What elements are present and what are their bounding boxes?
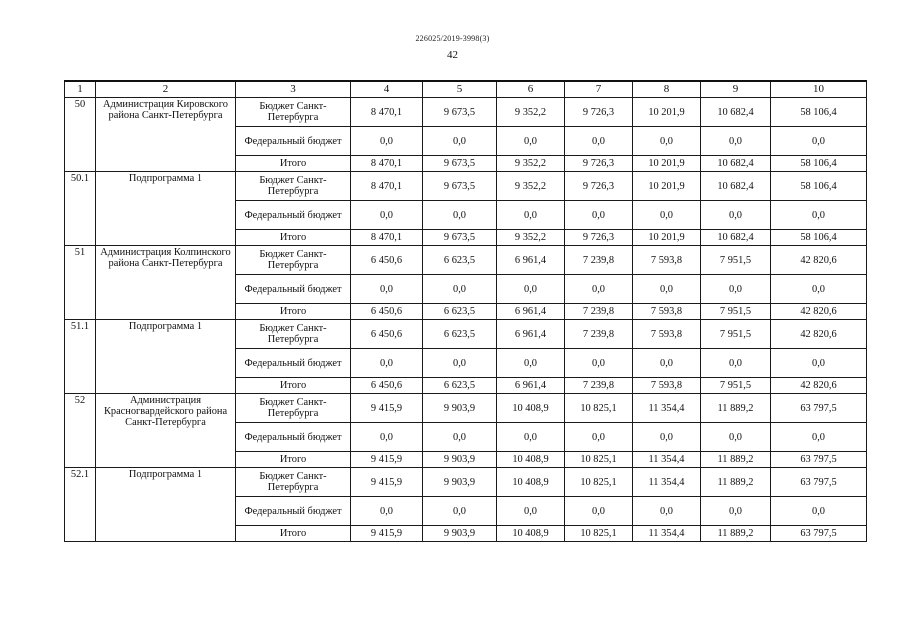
funding-source: Федеральный бюджет	[236, 497, 351, 526]
column-header-10: 10	[771, 81, 867, 98]
amount-cell: 6 450,6	[351, 378, 423, 394]
amount-cell: 7 951,5	[701, 304, 771, 320]
amount-cell: 9 415,9	[351, 526, 423, 542]
amount-cell: 9 352,2	[497, 172, 565, 201]
column-header-row	[65, 81, 867, 98]
amount-cell: 9 352,2	[497, 98, 565, 127]
amount-cell: 0,0	[701, 275, 771, 304]
amount-cell: 10 682,4	[701, 156, 771, 172]
amount-cell: 6 623,5	[423, 320, 497, 349]
funding-source: Федеральный бюджет	[236, 349, 351, 378]
amount-cell: 6 623,5	[423, 304, 497, 320]
amount-cell: 8 470,1	[351, 156, 423, 172]
table-row	[65, 246, 867, 275]
amount-cell: 63 797,5	[771, 394, 867, 423]
column-header-7: 7	[565, 81, 633, 98]
amount-cell: 0,0	[423, 423, 497, 452]
amount-cell: 10 825,1	[565, 526, 633, 542]
amount-cell: 11 354,4	[633, 468, 701, 497]
row-program-name: Администрация Красногвардейского района Санкт-Петербурга	[96, 394, 236, 468]
row-code: 51	[65, 246, 96, 320]
amount-cell: 0,0	[565, 127, 633, 156]
amount-cell: 0,0	[701, 497, 771, 526]
amount-cell: 10 682,4	[701, 172, 771, 201]
funding-source: Бюджет Санкт-Петербурга	[236, 246, 351, 275]
amount-cell: 7 239,8	[565, 378, 633, 394]
budget-table	[64, 80, 867, 542]
amount-cell: 0,0	[565, 497, 633, 526]
amount-cell: 9 673,5	[423, 230, 497, 246]
amount-cell: 0,0	[565, 349, 633, 378]
amount-cell: 6 623,5	[423, 246, 497, 275]
amount-cell: 11 354,4	[633, 394, 701, 423]
amount-cell: 11 889,2	[701, 452, 771, 468]
amount-cell: 42 820,6	[771, 246, 867, 275]
row-program-name: Администрация Кировского района Санкт-Петербурга	[96, 98, 236, 172]
amount-cell: 0,0	[423, 497, 497, 526]
amount-cell: 0,0	[497, 275, 565, 304]
column-header-5: 5	[423, 81, 497, 98]
amount-cell: 7 239,8	[565, 320, 633, 349]
amount-cell: 0,0	[565, 201, 633, 230]
amount-cell: 0,0	[351, 275, 423, 304]
table-row	[65, 172, 867, 201]
amount-cell: 6 961,4	[497, 304, 565, 320]
amount-cell: 0,0	[633, 349, 701, 378]
amount-cell: 63 797,5	[771, 526, 867, 542]
amount-cell: 9 352,2	[497, 156, 565, 172]
amount-cell: 9 415,9	[351, 394, 423, 423]
amount-cell: 0,0	[633, 497, 701, 526]
amount-cell: 42 820,6	[771, 304, 867, 320]
amount-cell: 8 470,1	[351, 230, 423, 246]
amount-cell: 58 106,4	[771, 230, 867, 246]
amount-cell: 10 408,9	[497, 394, 565, 423]
amount-cell: 6 450,6	[351, 246, 423, 275]
amount-cell: 9 673,5	[423, 98, 497, 127]
amount-cell: 0,0	[701, 349, 771, 378]
amount-cell: 11 354,4	[633, 526, 701, 542]
row-program-name: Подпрограмма 1	[96, 172, 236, 246]
amount-cell: 42 820,6	[771, 320, 867, 349]
funding-source: Итого	[236, 156, 351, 172]
amount-cell: 9 415,9	[351, 452, 423, 468]
funding-source: Бюджет Санкт-Петербурга	[236, 98, 351, 127]
row-program-name: Подпрограмма 1	[96, 320, 236, 394]
column-header-2: 2	[96, 81, 236, 98]
amount-cell: 7 951,5	[701, 320, 771, 349]
amount-cell: 11 889,2	[701, 394, 771, 423]
amount-cell: 9 726,3	[565, 230, 633, 246]
amount-cell: 8 470,1	[351, 172, 423, 201]
amount-cell: 9 903,9	[423, 452, 497, 468]
amount-cell: 0,0	[351, 127, 423, 156]
amount-cell: 9 726,3	[565, 172, 633, 201]
amount-cell: 6 623,5	[423, 378, 497, 394]
document-id: 226025/2019-3998(3)	[415, 34, 490, 43]
amount-cell: 10 682,4	[701, 98, 771, 127]
table-row	[65, 394, 867, 423]
funding-source: Федеральный бюджет	[236, 127, 351, 156]
amount-cell: 0,0	[423, 201, 497, 230]
amount-cell: 58 106,4	[771, 98, 867, 127]
funding-source: Итого	[236, 526, 351, 542]
column-header-1: 1	[65, 81, 96, 98]
amount-cell: 0,0	[423, 275, 497, 304]
table-row	[65, 468, 867, 497]
amount-cell: 0,0	[701, 201, 771, 230]
column-header-3: 3	[236, 81, 351, 98]
amount-cell: 9 903,9	[423, 468, 497, 497]
amount-cell: 0,0	[423, 127, 497, 156]
funding-source: Итого	[236, 230, 351, 246]
amount-cell: 0,0	[565, 423, 633, 452]
amount-cell: 6 961,4	[497, 378, 565, 394]
amount-cell: 0,0	[351, 201, 423, 230]
amount-cell: 0,0	[497, 127, 565, 156]
table-row	[65, 98, 867, 127]
amount-cell: 7 593,8	[633, 320, 701, 349]
amount-cell: 9 726,3	[565, 98, 633, 127]
amount-cell: 0,0	[423, 349, 497, 378]
funding-source: Бюджет Санкт-Петербурга	[236, 394, 351, 423]
amount-cell: 10 408,9	[497, 468, 565, 497]
amount-cell: 7 239,8	[565, 304, 633, 320]
amount-cell: 0,0	[701, 127, 771, 156]
amount-cell: 8 470,1	[351, 98, 423, 127]
amount-cell: 9 673,5	[423, 172, 497, 201]
amount-cell: 6 450,6	[351, 320, 423, 349]
amount-cell: 10 825,1	[565, 468, 633, 497]
amount-cell: 7 951,5	[701, 378, 771, 394]
amount-cell: 42 820,6	[771, 378, 867, 394]
amount-cell: 11 889,2	[701, 468, 771, 497]
amount-cell: 0,0	[497, 349, 565, 378]
amount-cell: 9 903,9	[423, 526, 497, 542]
funding-source: Итого	[236, 452, 351, 468]
row-code: 50.1	[65, 172, 96, 246]
amount-cell: 9 903,9	[423, 394, 497, 423]
amount-cell: 7 593,8	[633, 304, 701, 320]
amount-cell: 10 825,1	[565, 394, 633, 423]
page-number: 42	[447, 49, 458, 61]
amount-cell: 7 593,8	[633, 246, 701, 275]
row-code: 52	[65, 394, 96, 468]
amount-cell: 9 673,5	[423, 156, 497, 172]
amount-cell: 10 408,9	[497, 526, 565, 542]
amount-cell: 9 352,2	[497, 230, 565, 246]
amount-cell: 0,0	[497, 423, 565, 452]
amount-cell: 0,0	[351, 497, 423, 526]
amount-cell: 11 354,4	[633, 452, 701, 468]
amount-cell: 0,0	[351, 349, 423, 378]
amount-cell: 0,0	[771, 423, 867, 452]
amount-cell: 0,0	[497, 201, 565, 230]
amount-cell: 63 797,5	[771, 468, 867, 497]
table-body	[65, 98, 867, 542]
amount-cell: 0,0	[351, 423, 423, 452]
column-header-9: 9	[701, 81, 771, 98]
amount-cell: 0,0	[633, 127, 701, 156]
table-row	[65, 320, 867, 349]
amount-cell: 11 889,2	[701, 526, 771, 542]
amount-cell: 0,0	[771, 201, 867, 230]
row-code: 50	[65, 98, 96, 172]
amount-cell: 9 415,9	[351, 468, 423, 497]
amount-cell: 7 593,8	[633, 378, 701, 394]
row-code: 51.1	[65, 320, 96, 394]
funding-source: Федеральный бюджет	[236, 275, 351, 304]
amount-cell: 7 239,8	[565, 246, 633, 275]
amount-cell: 0,0	[633, 423, 701, 452]
amount-cell: 10 201,9	[633, 172, 701, 201]
amount-cell: 7 951,5	[701, 246, 771, 275]
amount-cell: 0,0	[771, 127, 867, 156]
amount-cell: 0,0	[633, 275, 701, 304]
column-header-8: 8	[633, 81, 701, 98]
amount-cell: 0,0	[701, 423, 771, 452]
amount-cell: 6 450,6	[351, 304, 423, 320]
amount-cell: 10 825,1	[565, 452, 633, 468]
column-header-4: 4	[351, 81, 423, 98]
amount-cell: 58 106,4	[771, 156, 867, 172]
amount-cell: 0,0	[565, 275, 633, 304]
amount-cell: 0,0	[771, 349, 867, 378]
funding-source: Бюджет Санкт-Петербурга	[236, 320, 351, 349]
amount-cell: 0,0	[633, 201, 701, 230]
amount-cell: 10 682,4	[701, 230, 771, 246]
amount-cell: 0,0	[771, 497, 867, 526]
funding-source: Итого	[236, 304, 351, 320]
amount-cell: 10 408,9	[497, 452, 565, 468]
funding-source: Федеральный бюджет	[236, 201, 351, 230]
amount-cell: 10 201,9	[633, 98, 701, 127]
row-code: 52.1	[65, 468, 96, 542]
amount-cell: 63 797,5	[771, 452, 867, 468]
amount-cell: 58 106,4	[771, 172, 867, 201]
amount-cell: 6 961,4	[497, 320, 565, 349]
funding-source: Бюджет Санкт-Петербурга	[236, 172, 351, 201]
amount-cell: 6 961,4	[497, 246, 565, 275]
amount-cell: 0,0	[497, 497, 565, 526]
column-header-6: 6	[497, 81, 565, 98]
row-program-name: Подпрограмма 1	[96, 468, 236, 542]
funding-source: Итого	[236, 378, 351, 394]
amount-cell: 9 726,3	[565, 156, 633, 172]
funding-source: Федеральный бюджет	[236, 423, 351, 452]
row-program-name: Администрация Колпинского района Санкт-Петербурга	[96, 246, 236, 320]
funding-source: Бюджет Санкт-Петербурга	[236, 468, 351, 497]
amount-cell: 10 201,9	[633, 156, 701, 172]
amount-cell: 10 201,9	[633, 230, 701, 246]
amount-cell: 0,0	[771, 275, 867, 304]
